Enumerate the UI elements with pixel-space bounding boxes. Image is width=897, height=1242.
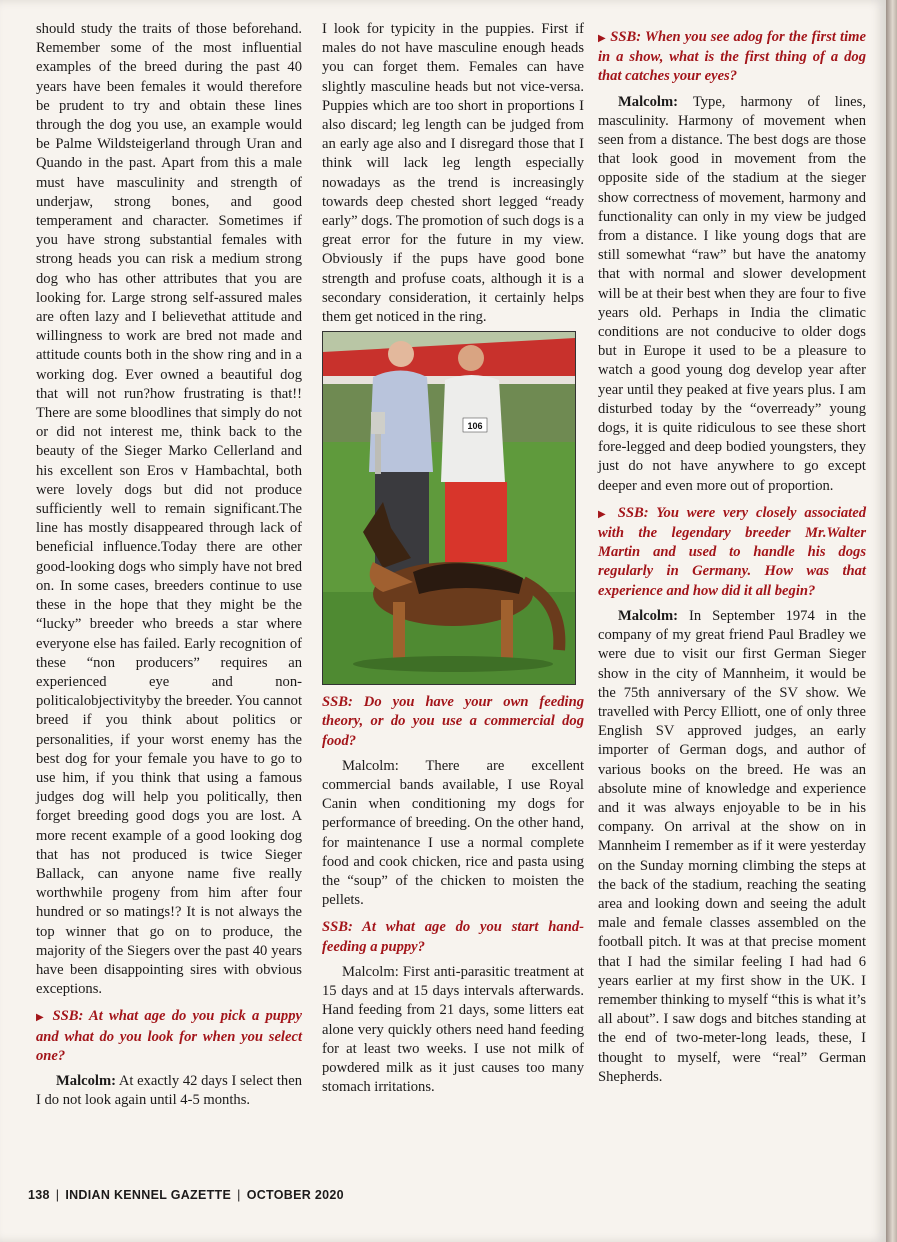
column-right: [598, 20, 866, 1087]
triangle-bullet-icon: ▶: [598, 33, 607, 44]
interview-answer: Malcolm: In September 1974 in the company of my great friend Paul Bradley we were due to visit our first German Sieger show in the city of Mannheim, it would be the 75th anniversary of the SV show. We travelled with Percy Elliott, one of only three English SV approved judges, an early importer of German dogs, and author of various books on the breed. He was an absolute mine of knowledge and experience and it was always enjoyable to be in his company. On arrival at the show on in Mannheim I remember as if it were yesterday on the Sunday morning climbing the steps at the back of the stadium, reaching the seating area and looking down and seeing the adult male and female classes assembled on the football pitch. It was at that precise moment that I had the similar feeling I had had 6 years earlier at my first show in the UK. I remember thinking to myself “this is what it’s all about”. I saw dogs and bitches standing at the end of two-meter-long leads, these, I thought to myself, were “real” German Shepherds.: [598, 607, 866, 1085]
handler-number: 106: [467, 421, 483, 432]
interview-question: ▶ SSB: You were very closely associated with the legendary breeder Mr.Walter Martin and used to handle his dogs regularly in Germany. How was that experience and how did it all begin?: [598, 504, 867, 599]
photo-dog-show: [322, 331, 576, 685]
speaker-name: Malcolm:: [618, 93, 678, 110]
interview-answer: Malcolm: At exactly 42 days I select then I do not look again until 4-5 months.: [36, 1072, 302, 1109]
interview-answer: Malcolm: Type, harmony of lines, masculinity. Harmony of movement when seen from a distance. The best dogs are those that look good in movement from the opposite side of the stadium at the sieger show correctness of movement, harmony and functionality can only in my view be judged from a distance. I like young dogs that are still somewhat “raw” but have the anatomy that with normal and slower development will be at their best when they are four to five years old. Perhaps in India the climatic conditions are not conducive to older dogs but in Europe it used to be a pleasure to watch a good young dog develop year after year until they peaked at five years plus. I am disturbed today by the “overready” young dogs, it is quite ridiculous to see these short fore-legged and deep bodied youngsters, they just do not have anywhere to go except deeper and even more out of proportion.: [598, 93, 866, 494]
speaker-name: Malcolm:: [618, 607, 678, 624]
page-edge: [886, 0, 897, 1242]
interview-question: ▶ SSB: When you see adog for the first time in a show, what is the first thing of a dog that catches your eyes?: [598, 29, 866, 85]
triangle-bullet-icon: ▶: [36, 1012, 47, 1024]
footer-divider: |: [237, 1188, 241, 1202]
issue-date: OCTOBER 2020: [246, 1188, 344, 1202]
footer-divider: |: [55, 1188, 60, 1202]
column-left: [36, 20, 302, 1110]
speaker-name: Malcolm:: [56, 1072, 116, 1089]
magazine-name: INDIAN KENNEL GAZETTE: [65, 1188, 232, 1202]
interview-answer: Malcolm: There are excellent commercial bands available, I use Royal Canin when conditioning my dogs for performance of breeding. On the other hand, for maintenance I use a normal complete food and cook chicken, rice and pasta using the “soup” of the chicken to moisten the pellets.: [322, 757, 584, 909]
interview-question: SSB: Do you have your own feeding theory, or do you use a commercial dog food?: [322, 694, 584, 749]
interview-question: ▶ SSB: At what age do you pick a puppy and what do you look for when you select one?: [36, 1008, 302, 1064]
page-footer: [28, 1188, 344, 1202]
body-paragraph: I look for typicity in the puppies. First if males do not have masculine enough heads you can forget them. Females can have slightly masculine heads but not vice-versa. Puppies which are too short in proportions I also discard; leg length can be judged from an early age also and I disregard those that I think will lack leg length especially nowadays as the trend is increasingly towards deep chested short legged “ready early” dogs. The promotion of such dogs is a great error for the future in my view. Obviously if the pups have good bone strength and profuse coats, although it is a secondary consideration, it certainly helps them get noticed in the ring.: [322, 21, 584, 326]
interview-answer: Malcolm: First anti-parasitic treatment at 15 days and at 15 days intervals afterwards. Hand feeding from 21 days, some litters eat alone very quickly others need hand feeding for at least two weeks. I use not milk of powdered milk as it just causes too many stomach irritations.: [322, 963, 584, 1096]
column-middle: [322, 20, 584, 1097]
body-paragraph: should study the traits of those beforehand. Remember some of the most influential examples of the breed during the past 40 years have been females it would therefore be prudent to try and obtain these lines through the dog you use, an example would be Palme Wildsteigerland through Uran and Quando in the past. Apart from this a male must have masculinity and strength of underjaw, strong bones, and good temperament and character. Sometimes if you have strong substantial females with strong heads you can risk a medium strong dog who has other attributes that you are looking for. Large strong self-assured males are often lazy and I believethat attitude and willingness to work are bred not made and attitude counts both in the show ring and in a working dog. Ever owned a beautiful dog that will not run?how frustrating is that!! There are some bloodlines that simply do not or did not interest me, think back to the beauty of the Sieger Marko Cellerland and his excellent son Eros v Hambachtal, both were lovely dogs but did not produce sufficiently well to remain significant.The line has mostly disappeared through lack of beneficial influence.Today there are other good-looking dogs who simply have not bred on. In some cases, breeders continue to use these in the hope that they might be the “lucky” breeder who breeds a star where everyone else has failed. Early recognition of these “non producers” requires an experienced eye and non-politicalobjectivityby the breeder. You cannot breed if you think about politics or personalities, if your worst enemy has the best dog for your female you have to go to use him, if you think that using a famous judges dog will help you politically, then forget breeding good dogs you are lost. A more recent example of a good looking dog that has not produced is twice Sieger Ballack, can anyone name five really worthwhile progeny from him after four hundred or so matings!? It is not always the top winner that go on to produce, the majority of the Siegers over the past 40 years have been disappointing sires with obvious exceptions.: [36, 21, 302, 998]
interview-question: SSB: At what age do you start hand-feeding a puppy?: [322, 919, 584, 955]
page-number: 138: [28, 1188, 50, 1202]
triangle-bullet-icon: ▶: [598, 508, 610, 520]
